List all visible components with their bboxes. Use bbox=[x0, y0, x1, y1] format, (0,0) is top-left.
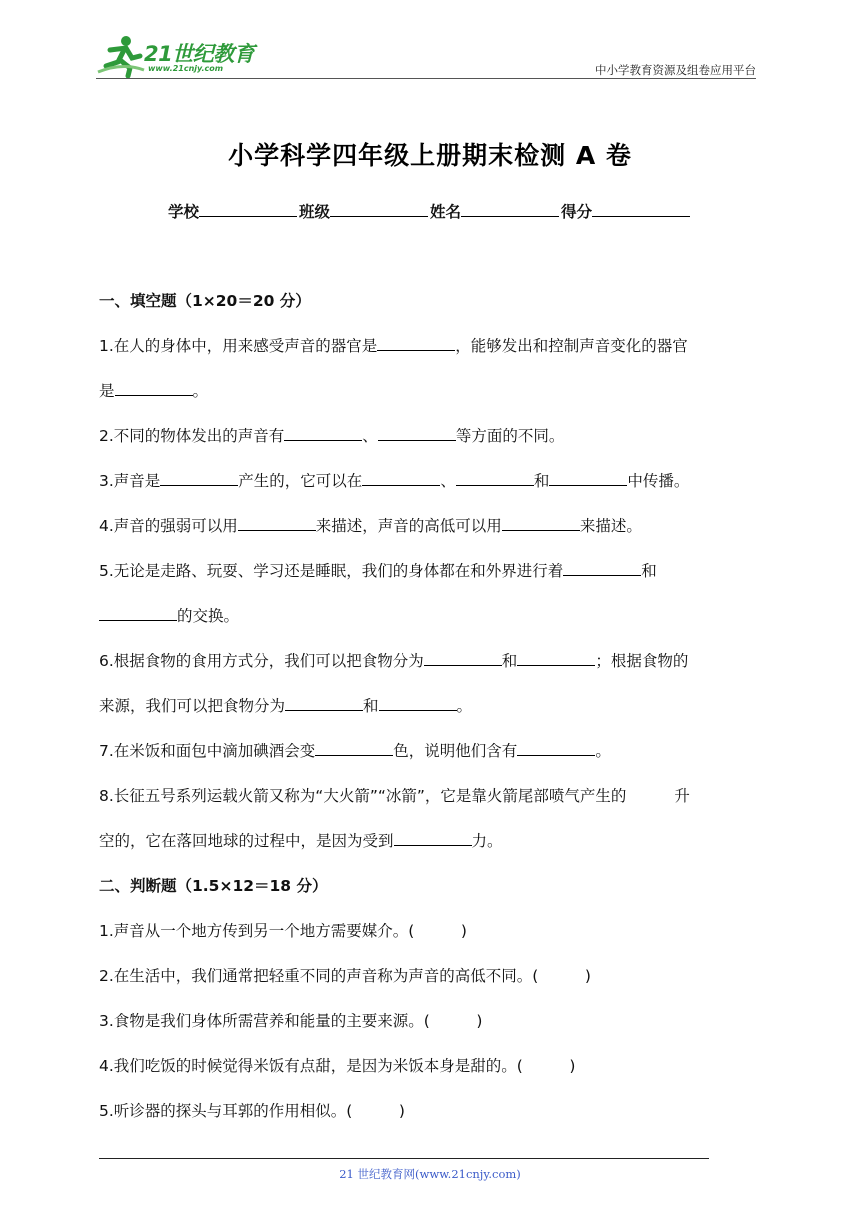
q3-text-b: 产生的，它可以在 bbox=[238, 472, 363, 490]
q3-text-d: 和 bbox=[533, 472, 550, 490]
q3-text-e: 中传播。 bbox=[627, 472, 690, 490]
question-6-line-2 bbox=[99, 696, 764, 716]
answer-blank[interactable] bbox=[284, 426, 362, 441]
answer-blank[interactable] bbox=[517, 651, 595, 666]
q1-text-c: 是 bbox=[99, 382, 115, 400]
score-label: 得分 bbox=[561, 203, 593, 221]
q8-text-a: 8.长征五号系列运载火箭又称为“大火箭”“冰箭”，它是靠火箭尾部喷气产生的 bbox=[99, 787, 627, 805]
question-7 bbox=[99, 741, 764, 761]
q3-text-a: 3.声音是 bbox=[99, 472, 161, 490]
class-blank[interactable] bbox=[330, 201, 428, 217]
question-1-line-1 bbox=[99, 336, 764, 356]
q2-text-b: 、 bbox=[362, 427, 378, 445]
answer-blank[interactable] bbox=[315, 741, 393, 756]
footer-divider bbox=[99, 1158, 709, 1159]
question-1-line-2 bbox=[99, 381, 764, 401]
judgment-question-1: 1.声音从一个地方传到另一个地方需要媒介。( ) bbox=[99, 922, 467, 940]
question-3 bbox=[99, 471, 764, 491]
answer-blank[interactable] bbox=[377, 336, 455, 351]
name-blank[interactable] bbox=[461, 201, 559, 217]
page-header bbox=[96, 32, 756, 80]
answer-blank[interactable] bbox=[285, 696, 363, 711]
q2-text-c: 等方面的不同。 bbox=[455, 427, 565, 445]
question-4 bbox=[99, 516, 764, 536]
q6-text-e: 和 bbox=[363, 697, 379, 715]
answer-blank[interactable] bbox=[238, 516, 316, 531]
q6-text-d: 来源，我们可以把食物分为 bbox=[99, 697, 286, 715]
question-5-line-1 bbox=[99, 561, 764, 581]
header-tagline: 中小学教育资源及组卷应用平台 bbox=[595, 63, 756, 77]
score-blank[interactable] bbox=[592, 201, 690, 217]
answer-blank[interactable] bbox=[563, 561, 641, 576]
logo-text: 21世纪教育 bbox=[144, 42, 255, 66]
answer-blank[interactable] bbox=[378, 426, 456, 441]
q5-text-b: 和 bbox=[641, 562, 657, 580]
answer-blank[interactable] bbox=[517, 741, 595, 756]
name-label: 姓名 bbox=[430, 203, 462, 221]
q4-text-c: 来描述。 bbox=[579, 517, 642, 535]
q1-text-b: ，能够发出和控制声音变化的器官 bbox=[455, 337, 688, 355]
section-heading-fill-blank: 一、填空题（1×20＝20 分） bbox=[99, 292, 311, 310]
q3-text-c: 、 bbox=[440, 472, 456, 490]
q1-text-d: 。 bbox=[192, 382, 209, 400]
section-heading-true-false: 二、判断题（1.5×12＝18 分） bbox=[99, 877, 328, 895]
class-label: 班级 bbox=[298, 203, 330, 221]
answer-blank[interactable] bbox=[379, 696, 457, 711]
q7-text-c: 。 bbox=[595, 742, 611, 760]
answer-blank[interactable] bbox=[160, 471, 238, 486]
q4-text-b: 来描述，声音的高低可以用 bbox=[315, 517, 502, 535]
q7-text-a: 7.在米饭和面包中滴加碘酒会变 bbox=[99, 742, 316, 760]
q8-text-c: 空的，它在落回地球的过程中，是因为受到 bbox=[99, 832, 394, 850]
q6-text-c: ；根据食物的 bbox=[595, 652, 689, 670]
question-5-line-2 bbox=[99, 606, 764, 626]
question-8-line-1 bbox=[99, 786, 764, 806]
student-info-row bbox=[0, 200, 860, 222]
answer-blank[interactable] bbox=[115, 381, 193, 396]
school-label: 学校 bbox=[167, 203, 199, 221]
site-logo bbox=[96, 32, 266, 80]
q6-text-a: 6.根据食物的食用方式分，我们可以把食物分为 bbox=[99, 652, 424, 670]
judgment-question-3: 3.食物是我们身体所需营养和能量的主要来源。( ) bbox=[99, 1012, 483, 1030]
answer-blank[interactable] bbox=[394, 831, 472, 846]
question-6-line-1 bbox=[99, 651, 764, 671]
q6-text-b: 和 bbox=[501, 652, 518, 670]
answer-blank[interactable] bbox=[99, 606, 177, 621]
page-title: 小学科学四年级上册期末检测 A 卷 bbox=[228, 141, 632, 170]
q4-text-a: 4.声音的强弱可以用 bbox=[99, 517, 238, 535]
question-2 bbox=[99, 426, 764, 446]
judgment-question-5: 5.听诊器的探头与耳郭的作用相似。( ) bbox=[99, 1102, 405, 1120]
question-8-line-2 bbox=[99, 831, 764, 851]
school-blank[interactable] bbox=[199, 201, 297, 217]
footer-text[interactable]: 21 世纪教育网(www.21cnjy.com) bbox=[339, 1167, 521, 1181]
q1-text-a: 1.在人的身体中，用来感受声音的器官是 bbox=[99, 337, 378, 355]
judgment-question-2: 2.在生活中，我们通常把轻重不同的声音称为声音的高低不同。( ) bbox=[99, 967, 591, 985]
answer-blank[interactable] bbox=[362, 471, 440, 486]
logo-url: www.21cnjy.com bbox=[148, 64, 224, 73]
answer-blank[interactable] bbox=[424, 651, 502, 666]
judgment-question-4: 4.我们吃饭的时候觉得米饭有点甜，是因为米饭本身是甜的。( ) bbox=[99, 1057, 576, 1075]
answer-blank[interactable] bbox=[456, 471, 534, 486]
runner-logo-icon bbox=[96, 32, 146, 78]
header-divider bbox=[96, 78, 756, 79]
q8-text-d: 力。 bbox=[471, 832, 503, 850]
q8-text-b: 升 bbox=[674, 787, 690, 805]
q5-text-a: 5.无论是走路、玩耍、学习还是睡眠，我们的身体都在和外界进行着 bbox=[99, 562, 564, 580]
q6-text-f: 。 bbox=[456, 697, 473, 715]
q2-text-a: 2.不同的物体发出的声音有 bbox=[99, 427, 285, 445]
answer-blank[interactable] bbox=[502, 516, 580, 531]
answer-blank[interactable] bbox=[549, 471, 627, 486]
q7-text-b: 色，说明他们含有 bbox=[393, 742, 518, 760]
q5-text-c: 的交换。 bbox=[177, 607, 240, 625]
